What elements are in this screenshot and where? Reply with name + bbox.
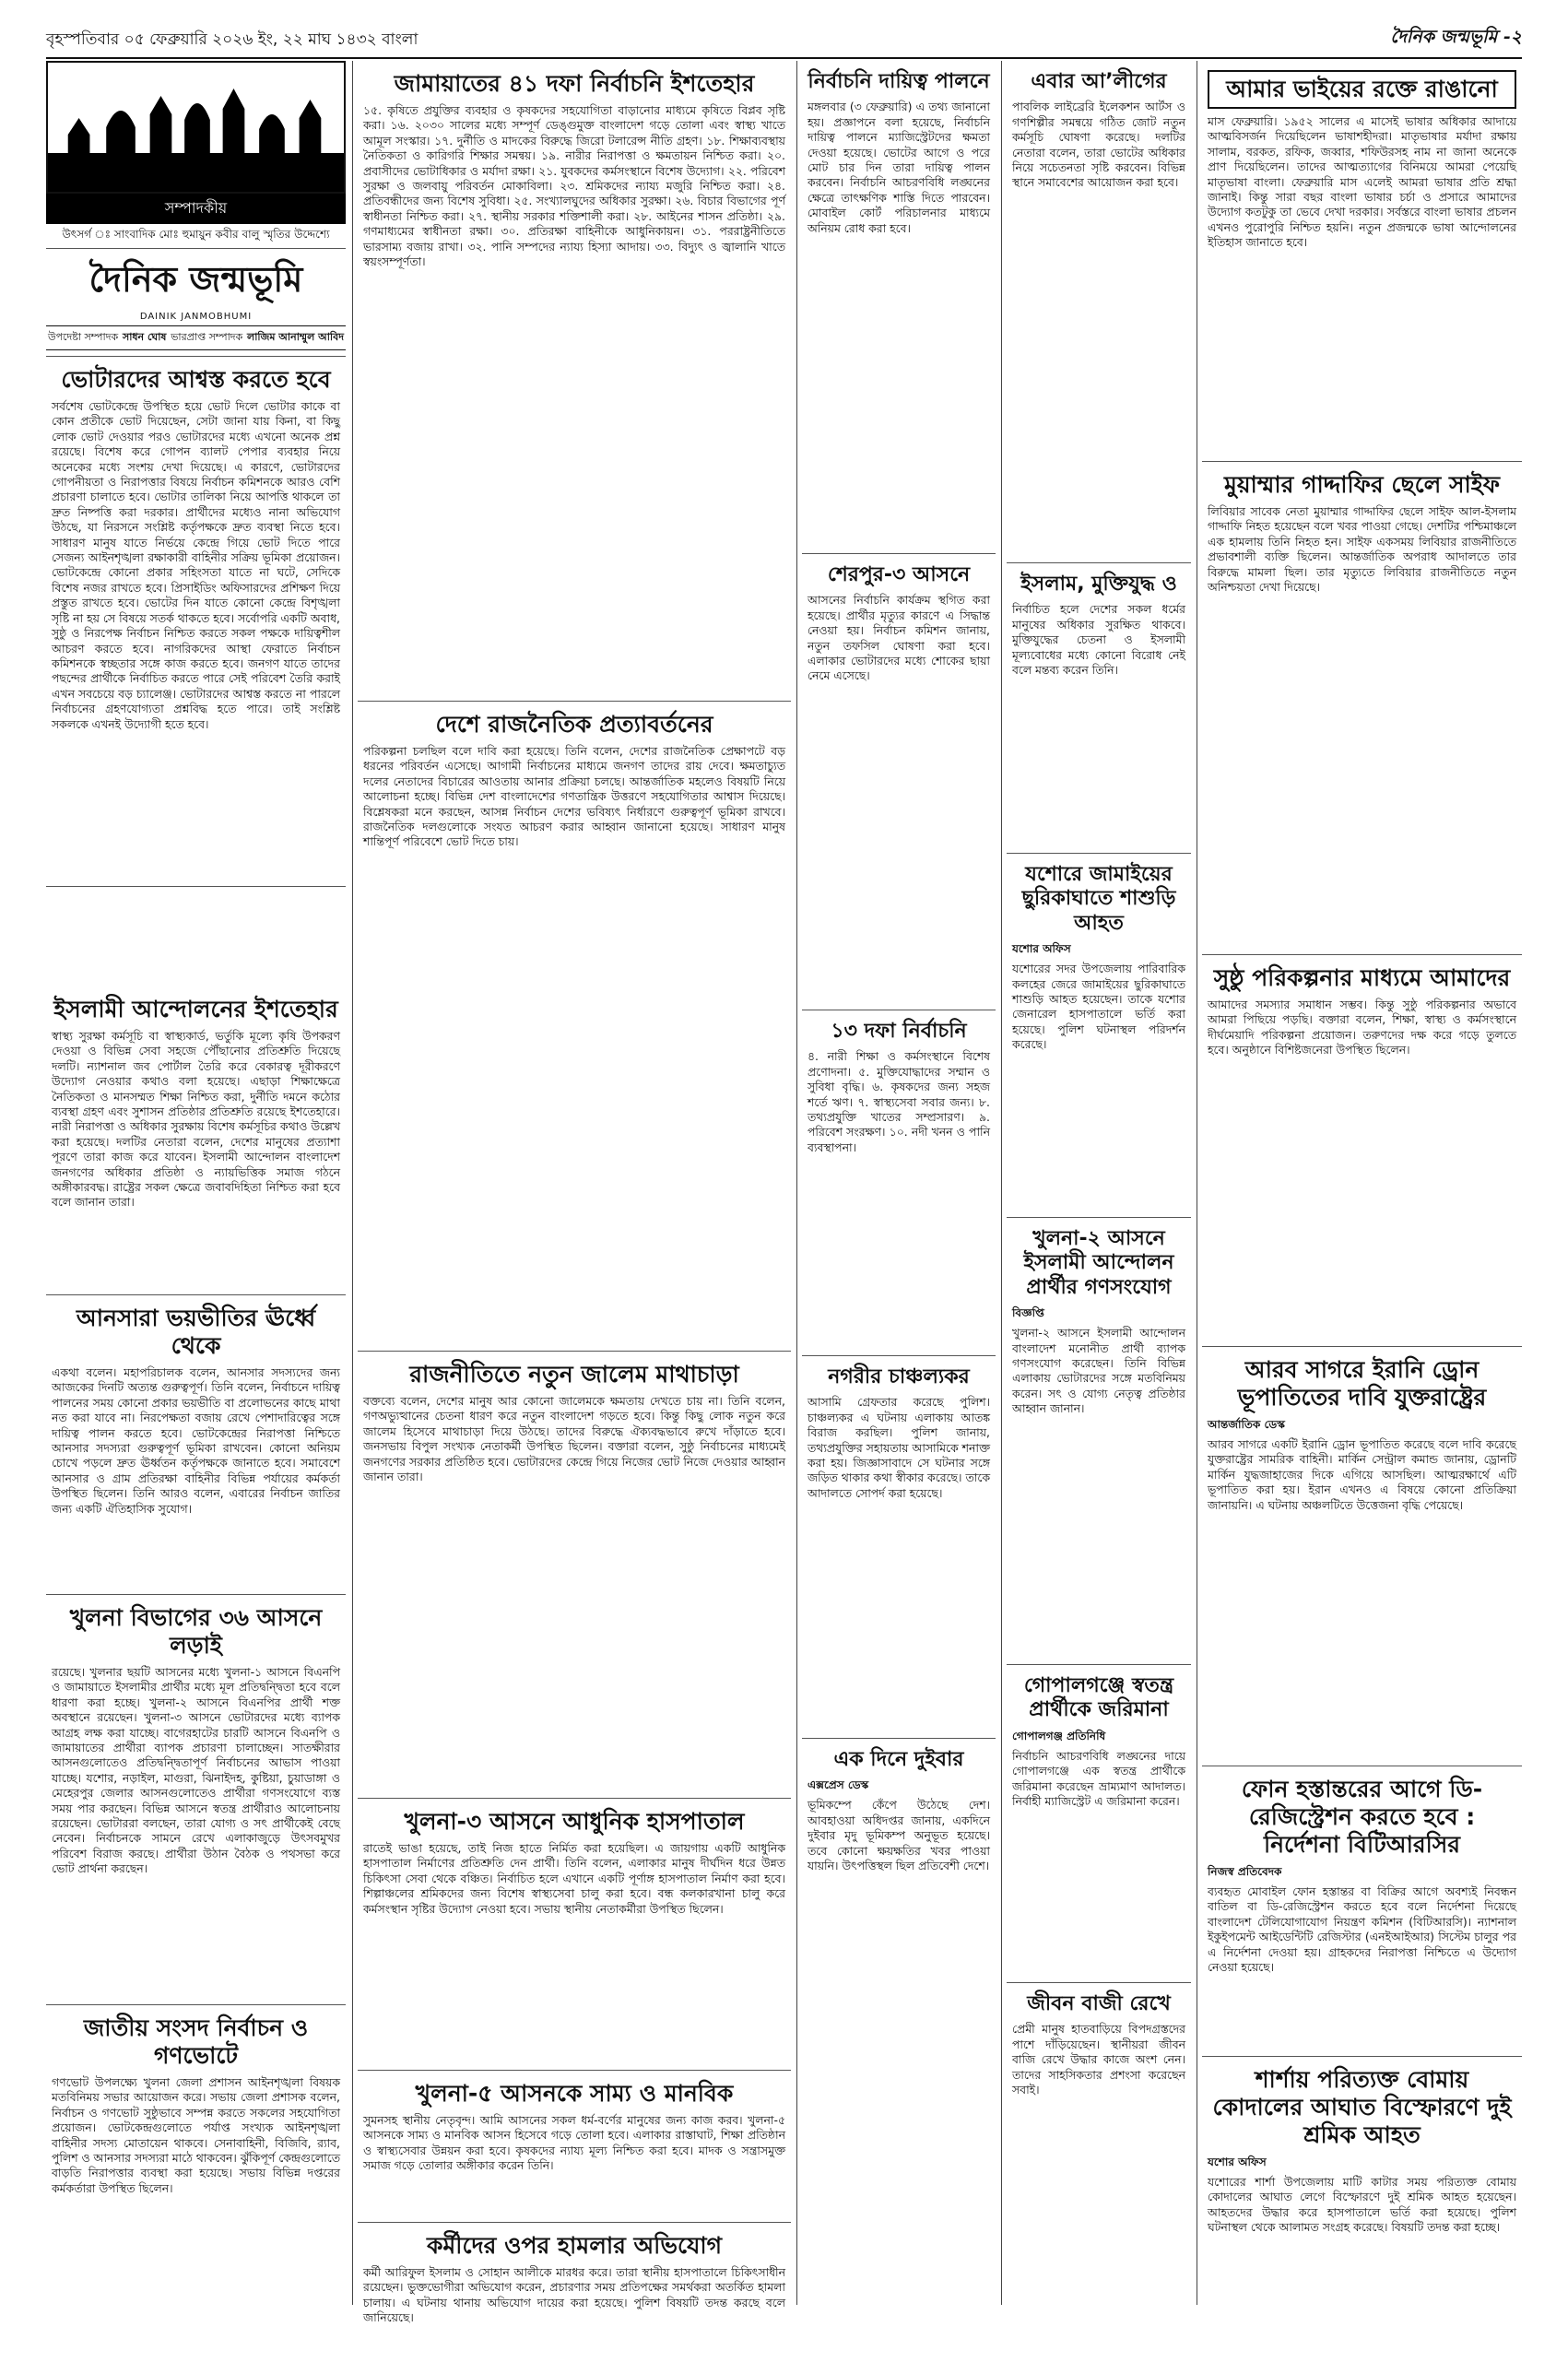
article [802, 554, 996, 1010]
article-byline: আন্তর্জাতিক ডেস্ক [1208, 1418, 1285, 1431]
article-headline: জামায়াতের ৪১ দফা নির্বাচনি ইশতেহার [394, 70, 755, 97]
article-body: গণভোট উপলক্ষ্যে খুলনা জেলা প্রশাসন আইনশৃঙ্খলা বিষয়ক মতবিনিময় সভার আয়োজন করে। সভায় জেলা প্রশাসক বলেন, নির্বাচন ও গণভোট সুষ্ঠুভাবে সম্পন্ন করতে সকলের সহযোগিতা প্রয়োজন। ভোটকেন্দ্রগুলোতে পর্যাপ্ত সংখ্যক আইনশৃঙ্খলা বাহিনীর সদস্য মোতায়েন থাকবে। সেনাবাহিনী, বিজিবি, র‍্যাব, পুলিশ ও আনসার সদস্যরা মাঠে থাকবেন। ঝুঁকিপূর্ণ কেন্দ্রগুলোতে বাড়তি নিরাপত্তার ব্যবস্থা করা হয়েছে। সভায় বিভিন্ন দপ্তরের কর্মকর্তারা উপস্থিত ছিলেন। [52, 2075, 340, 2195]
column-rule [352, 61, 353, 2305]
dateline: বৃহস্পতিবার ০৫ ফেব্রুয়ারি ২০২৬ ইং, ২২ মাঘ ১৪৩২ বাংলা [46, 30, 419, 49]
article-body: রাতেই ভাঙা হয়েছে, তাই নিজ হাতে নির্মিত করা হয়েছিল। এ জায়গায় একটি আধুনিক হাসপাতাল নির্মাণের প্রতিশ্রুতি দেন প্রার্থী। তিনি বলেন, এলাকার মানুষ দীর্ঘদিন ধরে উন্নত চিকিৎসা সেবা থেকে বঞ্চিত। নির্বাচিত হলে এখানে একটি পূর্ণাঙ্গ হাসপাতাল নির্মাণ করা হবে। শিল্পাঞ্চলের শ্রমিকদের জন্য বিশেষ স্বাস্থ্যসেবা চালু করা হবে। বন্ধ কলকারখানা চালু করে কর্মসংস্থান সৃষ্টির উদ্যোগ নেওয়া হবে। সভায় স্থানীয় নেতাকর্মীরা উপস্থিত ছিলেন। [363, 1841, 785, 1916]
article [358, 2223, 791, 2374]
article [802, 1739, 996, 2333]
article [1007, 1983, 1191, 2319]
article-byline: যশোর অফিস [1208, 2155, 1267, 2168]
article-body: আসনের নির্বাচনি কার্যক্রম স্থগিত করা হয়েছে। প্রার্থীর মৃত্যুর কারণে এ সিদ্ধান্ত নেওয়া হয়। নির্বাচন কমিশন জানায়, নতুন তফসিল ঘোষণা করা হবে। এলাকার ভোটারদের মধ্যে শোকের ছায়া নেমে এসেছে। [808, 593, 990, 683]
article [46, 1595, 346, 2005]
credit-editor: লাজিম আনাম্মুল আবিদ [247, 331, 344, 343]
article-headline: রাজনীতিতে নতুন জালেম মাথাচাড়া [409, 1361, 739, 1388]
article-byline: বিজ্ঞপ্তি [1012, 1306, 1044, 1320]
article [46, 986, 346, 1295]
article [802, 1010, 996, 1356]
editorial-masthead [46, 61, 346, 357]
article-headline: ভোটারদের আশ্বস্ত করতে হবে [61, 366, 331, 393]
paper-name-en: DAINIK JANMOBHUMI [139, 312, 253, 322]
article [1202, 462, 1522, 955]
skyline-illustration [46, 61, 346, 194]
article-byline: এক্সপ্রেস ডেস্ক [808, 1778, 869, 1792]
article [358, 2071, 791, 2223]
article-headline: কর্মীদের ওপর হামলার অভিযোগ [426, 2232, 723, 2259]
column-4 [1007, 61, 1191, 2305]
article-body: সর্বশেষ ভোটকেন্দ্রে উপস্থিত হয়ে ভোট দিলে ভোটার কাকে বা কোন প্রতীকে ভোট দিয়েছেন, সেটা জানা যায় কিনা, বা কিছু লোক ভোট দেওয়ার পরও ভোটারদের মধ্যে এখনো অনেক প্রশ্ন রয়েছে। বিশেষ করে গোপন ব্যালট পেপার ব্যবহার নিয়ে অনেকের মধ্যে সংশয় দেখা দিয়েছে। এ কারণে, ভোটারদের গোপনীয়তা ও নিরাপত্তার বিষয়ে নির্বাচন কমিশনকে আরও বেশি প্রচারণা চালাতে হবে। ভোটার তালিকা নিয়ে আপত্তি থাকলে তা দ্রুত নিষ্পত্তি করা দরকার। প্রার্থীদের মধ্যেও নানা অভিযোগ উঠছে, যা নিরসনে সংশ্লিষ্ট কর্তৃপক্ষকে দ্রুত ব্যবস্থা নিতে হবে। সাধারণ মানুষ যাতে নির্ভয়ে কেন্দ্রে গিয়ে ভোট দিতে পারে সেজন্য আইনশৃঙ্খলা রক্ষাকারী বাহিনীর সক্রিয় ভূমিকা প্রয়োজন। ভোটকেন্দ্রে কোনো প্রকার সহিংসতা যাতে না ঘটে, সেদিকে বিশেষ নজর রাখতে হবে। প্রিসাইডিং অফিসারদের প্রশিক্ষণ দিয়ে প্রস্তুত রাখতে হবে। ভোটের দিন যাতে কোনো কেন্দ্রে বিশৃঙ্খলা সৃষ্টি না হয় সে বিষয়ে সতর্ক থাকতে হবে। সর্বোপরি একটি অবাধ, সুষ্ঠু ও নিরপেক্ষ নির্বাচন নিশ্চিত করতে সকল পক্ষকে দায়িত্বশীল আচরণ করতে হবে। নাগরিকদের আস্থা ফেরাতে নির্বাচন কমিশনকে স্বচ্ছতার সঙ্গে কাজ করতে হবে। জনগণ যাতে তাদের পছন্দের প্রার্থীকে নির্বাচিত করতে পারে সেই পরিবেশ তৈরি করাই এখন সবচেয়ে বড় চ্যালেঞ্জ। ভোটারদের আশ্বস্ত করতে না পারলে নির্বাচনের গ্রহণযোগ্যতা প্রশ্নবিদ্ধ হতে পারে। তাই সংশ্লিষ্ট সকলকে এখনই উদ্যোগী হতে হবে। [52, 399, 340, 731]
article-body: পাবলিক লাইব্রেরি ইলেকশন আর্টস ও গণশিল্পীর সমন্বয়ে গঠিত জোট নতুন কর্মসূচি ঘোষণা করেছে। দলটির নেতারা বলেন, তারা ভোটের অধিকার নিয়ে সচেতনতা সৃষ্টি করবেন। বিভিন্ন স্থানে সমাবেশের আয়োজন করা হবে। [1012, 100, 1185, 190]
article-headline: মুয়াম্মার গাদ্দাফির ছেলে সাইফ [1223, 471, 1501, 498]
article [1202, 955, 1522, 1347]
article-headline: আনসারা ভয়ভীতির ঊর্ধ্বে থেকে [76, 1305, 316, 1359]
article [1007, 563, 1191, 854]
article [802, 1356, 996, 1739]
article [46, 357, 346, 887]
article-body: আমাদের সমস্যার সমাধান সম্ভব। কিন্তু সুষ্ঠু পরিকল্পনার অভাবে আমরা পিছিয়ে পড়ছি। বক্তারা বলেন, শিক্ষা, স্বাস্থ্য ও কর্মসংস্থানে দীর্ঘমেয়াদি পরিকল্পনা প্রয়োজন। তরুণদের দক্ষ করে গড়ে তুলতে হবে। অনুষ্ঠানে বিশিষ্টজনেরা উপস্থিত ছিলেন। [1208, 998, 1516, 1057]
column-rule [796, 61, 797, 2305]
article-headline: নির্বাচনি দায়িত্ব পালনে [808, 70, 990, 93]
editorial-subtitle: উৎসর্গ ঃ সাংবাদিক মোঃ হুমায়ুন কবীর বালু স্মৃতির উদ্দেশ্যে [46, 224, 346, 249]
article-headline: খুলনা বিভাগের ৩৬ আসনে লড়াই [69, 1604, 323, 1659]
column-3 [802, 61, 996, 2305]
article-headline: এক দিনে দুইবার [833, 1748, 964, 1771]
paper-name: দৈনিক জন্মভূমি [88, 258, 303, 300]
credit-label-advisor: উপদেষ্টা সম্পাদক [48, 331, 119, 343]
article-body: প্রেমী মানুষ হাতবাড়িয়ে বিপদগ্রস্তদের পাশে দাঁড়িয়েছেন। স্থানীয়রা জীবন বাজি রেখে উদ্ধার কাজে অংশ নেন। তাদের সাহসিকতার প্রশংসা করেছেন সবাই। [1012, 2022, 1185, 2097]
editorial-label: সম্পাদকীয় [46, 194, 346, 224]
article-headline: ১৩ দফা নির্বাচনি [831, 1020, 967, 1043]
article [1202, 61, 1522, 462]
article-headline: খুলনা-৩ আসনে আধুনিক হাসপাতাল [404, 1808, 745, 1835]
article-headline: ফোন হস্তান্তরের আগে ডি-রেজিস্ট্রেশন করতে হবে : নির্দেশনা বিটিআরসির [1241, 1776, 1483, 1858]
article-headline: খুলনা-২ আসনে ইসলামী আন্দোলন প্রার্থীর গণসংযোগ [1023, 1227, 1174, 1299]
article-body: নির্বাচিত হলে দেশের সকল ধর্মের মানুষের অধিকার সুরক্ষিত থাকবে। মুক্তিযুদ্ধের চেতনা ও ইসলামী মূল্যবোধের মধ্যে কোনো বিরোধ নেই বলে মন্তব্য করেন তিনি। [1012, 602, 1185, 678]
page-header [46, 26, 1522, 59]
article [358, 1352, 791, 1799]
article-headline: গোপালগঞ্জে স্বতন্ত্র প্রার্থীকে জরিমানা [1023, 1674, 1174, 1722]
article-byline: গোপালগঞ্জ প্রতিনিধি [1012, 1729, 1106, 1742]
article-body: ভূমিকম্পে কেঁপে উঠেছে দেশ। আবহাওয়া অধিদপ্তর জানায়, একদিনে দুইবার মৃদু ভূমিকম্প অনুভূত হয়েছে। তবে কোনো ক্ষয়ক্ষতির খবর পাওয়া যায়নি। উৎপত্তিস্থল ছিল প্রতিবেশী দেশে। [808, 1798, 990, 1873]
article-body: স্বাস্থ্য সুরক্ষা কর্মসূচি বা স্বাস্থ্যকার্ড, ভর্তুকি মূল্যে কৃষি উপকরণ দেওয়া ও বিভিন্ন সেবা সহজে পৌঁছানোর প্রতিশ্রুতি দিয়েছে দলটি। ন্যাশনাল জব পোর্টাল তৈরি করে বেকারত্ব দূরীকরণে উদ্যোগ নেওয়ার কথাও বলা হয়েছে। এছাড়া শিক্ষাক্ষেত্রে নৈতিকতা ও মানসম্মত শিক্ষা নিশ্চিত করা, দুর্নীতি দমনে কঠোর ব্যবস্থা গ্রহণ এবং সুশাসন প্রতিষ্ঠার প্রতিশ্রুতি রয়েছে ইশতেহারে। নারী নিরাপত্তা ও অধিকার সুরক্ষায় বিশেষ কর্মসূচির কথাও উল্লেখ করা হয়েছে। দলটির নেতারা বলেন, দেশের মানুষের প্রত্যাশা পূরণে তারা কাজ করে যাবেন। ইসলামী আন্দোলন বাংলাদেশ জনগণের অধিকার প্রতিষ্ঠা ও ন্যায়ভিত্তিক সমাজ গঠনে অঙ্গীকারবদ্ধ। রাষ্ট্রের সকল ক্ষেত্রে জবাবদিহিতা নিশ্চিত করা হবে বলে জানান তারা। [52, 1029, 340, 1210]
article [1202, 1766, 1522, 2057]
article-body: খুলনা-২ আসনে ইসলামী আন্দোলন বাংলাদেশ মনোনীত প্রার্থী ব্যাপক গণসংযোগ করেছেন। তিনি বিভিন্ন এলাকায় ভোটারদের সঙ্গে মতবিনিময় করেন। সৎ ও যোগ্য নেতৃত্ব প্রতিষ্ঠার আহ্বান জানান। [1012, 1326, 1185, 1416]
article-headline: আমার ভাইয়ের রক্তে রাঙানো [1208, 70, 1516, 109]
article-headline: যশোরে জামাইয়ের ছুরিকাঘাতে শাশুড়ি আহত [1021, 863, 1176, 935]
article [1007, 854, 1191, 1218]
article [802, 61, 996, 554]
editorial-credits [46, 325, 346, 350]
column-5 [1202, 61, 1522, 2305]
article-body: রয়েছে। খুলনার ছয়টি আসনের মধ্যে খুলনা-১ আসনে বিএনপি ও জামায়াতে ইসলামীর প্রার্থীর মধ্যে মূল প্রতিদ্বন্দ্বিতা হবে বলে ধারণা করা হচ্ছে। খুলনা-২ আসনে বিএনপির প্রার্থী শক্ত অবস্থানে রয়েছেন। খুলনা-৩ আসনে ভোটারদের মধ্যে ব্যাপক আগ্রহ লক্ষ করা যাচ্ছে। বাগেরহাটের চারটি আসনে বিএনপি ও জামায়াতের প্রার্থীরা ব্যাপক প্রচারণা চালাচ্ছেন। সাতক্ষীরার আসনগুলোতেও প্রতিদ্বন্দ্বিতাপূর্ণ নির্বাচনের আভাস পাওয়া যাচ্ছে। যশোর, নড়াইল, মাগুরা, ঝিনাইদহ, কুষ্টিয়া, চুয়াডাঙ্গা ও মেহেরপুর জেলার আসনগুলোতেও প্রার্থীরা গণসংযোগে ব্যস্ত সময় পার করছেন। বিভিন্ন আসনে স্বতন্ত্র প্রার্থীরাও আলোচনায় রয়েছেন। ভোটাররা বলছেন, তারা যোগ্য ও সৎ প্রার্থীকেই বেছে নেবেন। নির্বাচনকে সামনে রেখে এলাকাজুড়ে উৎসবমুখর পরিবেশ বিরাজ করছে। প্রার্থীরা উঠান বৈঠক ও পথসভা করে ভোট প্রার্থনা করছেন। [52, 1665, 340, 1876]
article-headline: খুলনা-৫ আসনকে সাম্য ও মানবিক [415, 2080, 734, 2107]
article-headline: জীবন বাজী রেখে [1027, 1992, 1171, 2015]
article-headline: শেরপুর-৩ আসনে [827, 563, 971, 586]
article-body: মাস ফেব্রুয়ারি। ১৯৫২ সালের এ মাসেই ভাষার অধিকার আদায়ে আত্মবিসর্জন দিয়েছিলেন ভাষাশহীদরা। মাতৃভাষার মর্যাদা রক্ষায় সালাম, বরকত, রফিক, জব্বার, শফিউরসহ নাম না জানা অনেকে প্রাণ দিয়েছিলেন। তাদের আত্মত্যাগের বিনিময়ে আমরা পেয়েছি মাতৃভাষা বাংলা। ফেব্রুয়ারি মাস এলেই আমরা ভাষার প্রতি শ্রদ্ধা জানাই। কিন্তু সারা বছর বাংলা ভাষার চর্চা ও প্রসারে আমাদের উদ্যোগ কতটুকু তা ভেবে দেখা দরকার। সর্বস্তরে বাংলা ভাষার প্রচলন এখনও পুরোপুরি নিশ্চিত হয়নি। নতুন প্রজন্মকে ভাষা আন্দোলনের ইতিহাস জানাতে হবে। [1208, 114, 1516, 250]
article-headline: ইসলাম, মুক্তিযুদ্ধ ও [1020, 573, 1177, 596]
article [46, 2005, 346, 2322]
article [358, 1799, 791, 2071]
article-body: নির্বাচনি আচরণবিধি লঙ্ঘনের দায়ে গোপালগঞ্জে এক স্বতন্ত্র প্রার্থীকে জরিমানা করেছেন ভ্রাম্যমাণ আদালত। নির্বাহী ম্যাজিস্ট্রেট এ জরিমানা করেন। [1012, 1748, 1185, 1808]
article [358, 702, 791, 1352]
article-body: যশোরের শার্শা উপজেলায় মাটি কাটার সময় পরিত্যক্ত বোমায় কোদালের আঘাত লেগে বিস্ফোরণে দুই শ্রমিক আহত হয়েছেন। আহতদের উদ্ধার করে হাসপাতালে ভর্তি করা হয়েছে। পুলিশ ঘটনাস্থল থেকে আলামত সংগ্রহ করেছে। বিষয়টি তদন্ত করা হচ্ছে। [1208, 2175, 1516, 2235]
article-body: বক্তব্যে বলেন, দেশের মানুষ আর কোনো জালেমকে ক্ষমতায় দেখতে চায় না। তিনি বলেন, গণঅভ্যুত্থানের চেতনা ধারণ করে নতুন বাংলাদেশ গড়তে হবে। কিন্তু কিছু লোক নতুন করে জালেম হিসেবে মাথাচাড়া দিয়ে উঠছে। তাদের বিরুদ্ধে ঐক্যবদ্ধভাবে রুখে দাঁড়াতে হবে। জনসভায় বিপুল সংখ্যক নেতাকর্মী উপস্থিত ছিলেন। বক্তারা বলেন, সুষ্ঠু নির্বাচনের মাধ্যমেই জনগণের সরকার প্রতিষ্ঠিত হবে। ভোটারদের কেন্দ্রে গিয়ে নিজের ভোট নিজে দেওয়ার আহ্বান জানান তারা। [363, 1394, 785, 1484]
column-2 [358, 61, 791, 2325]
article [1007, 1218, 1191, 1665]
article-body: একথা বলেন। মহাপরিচালক বলেন, আনসার সদস্যদের জন্য আজকের দিনটি অত্যন্ত গুরুত্বপূর্ণ। তিনি বলেন, নির্বাচনে দায়িত্ব পালনের সময় কোনো প্রকার ভয়ভীতি বা প্রলোভনের কাছে মাথা নত করা যাবে না। নিরপেক্ষতা বজায় রেখে পেশাদারিত্বের সঙ্গে দায়িত্ব পালন করতে হবে। ভোটকেন্দ্রের নিরাপত্তা নিশ্চিতে আনসার সদস্যরা গুরুত্বপূর্ণ ভূমিকা রাখবেন। কোনো অনিয়ম চোখে পড়লে দ্রুত ঊর্ধ্বতন কর্তৃপক্ষকে জানাতে হবে। সমাবেশে আনসার ও গ্রাম প্রতিরক্ষা বাহিনীর বিভিন্ন পর্যায়ের কর্মকর্তা উপস্থিত ছিলেন। তিনি আরও বলেন, এবারের নির্বাচন জাতির জন্য একটি ঐতিহাসিক সুযোগ। [52, 1365, 340, 1516]
article [1202, 2057, 1522, 2346]
column-rule [1001, 61, 1002, 2305]
article-body: কর্মী আরিফুল ইসলাম ও সোহান আলীকে মারধর করে। তারা স্থানীয় হাসপাতালে চিকিৎসাধীন রয়েছেন। ভুক্তভোগীরা অভিযোগ করেন, প্রচারণার সময় প্রতিপক্ষের সমর্থকরা অতর্কিত হামলা চালায়। এ ঘটনায় থানায় অভিযোগ দায়ের করা হয়েছে। পুলিশ বিষয়টি তদন্ত করছে বলে জানিয়েছে। [363, 2265, 785, 2325]
article-byline: যশোর অফিস [1012, 942, 1071, 956]
article-body: যশোরের সদর উপজেলায় পারিবারিক কলহের জেরে জামাইয়ের ছুরিকাঘাতে শাশুড়ি আহত হয়েছেন। তাকে যশোর জেনারেল হাসপাতালে ভর্তি করা হয়েছে। পুলিশ ঘটনাস্থল পরিদর্শন করেছে। [1012, 962, 1185, 1052]
article-body: ১৫. কৃষিতে প্রযুক্তির ব্যবহার ও কৃষকদের সহযোগিতা বাড়ানোর মাধ্যমে কৃষিতে বিপ্লব সৃষ্টি করা। ১৬. ২০৩০ সালের মধ্যে সম্পূর্ণ ডেঙ্গুমুক্ত বাংলাদেশ গড়ে তোলা এবং স্বাস্থ্য খাতে আমূল সংস্কার। ১৭. দুর্নীতি ও মাদকের বিরুদ্ধে জিরো টলারেন্স নীতি গ্রহণ। ১৮. শিক্ষাব্যবস্থায় নৈতিকতা ও কারিগরি শিক্ষার সমন্বয়। ১৯. নারীর নিরাপত্তা ও ক্ষমতায়ন নিশ্চিত করা। ২০. প্রবাসীদের ভোটাধিকার ও মর্যাদা রক্ষা। ২১. যুবকদের কর্মসংস্থানে বিশেষ উদ্যোগ। ২২. পরিবেশ সুরক্ষা ও জলবায়ু পরিবর্তন মোকাবিলা। ২৩. শ্রমিকদের ন্যায্য মজুরি নিশ্চিত করা। ২৪. প্রতিবন্ধীদের জন্য বিশেষ সুবিধা। ২৫. সংখ্যালঘুদের অধিকার সুরক্ষা। ২৬. বিচার বিভাগের পূর্ণ স্বাধীনতা নিশ্চিত করা। ২৭. স্থানীয় সরকার শক্তিশালী করা। ২৮. আইনের শাসন প্রতিষ্ঠা। ২৯. গণমাধ্যমের স্বাধীনতা রক্ষা। ৩০. প্রতিরক্ষা বাহিনীকে আধুনিকায়ন। ৩১. পররাষ্ট্রনীতিতে ভারসাম্য বজায় রাখা। ৩২. পানি সম্পদের ন্যায্য হিস্যা আদায়। ৩৩. বিদ্যুৎ ও জ্বালানি খাতে স্বয়ংসম্পূর্ণতা। [363, 103, 785, 269]
article-headline: সুষ্ঠু পরিকল্পনার মাধ্যমে আমাদের [1213, 964, 1511, 991]
article-headline: নগরীর চাঞ্চল্যকর [828, 1365, 970, 1388]
article-byline: নিজস্ব প্রতিবেদক [1208, 1865, 1282, 1878]
article-headline: ইসলামী আন্দোলনের ইশতেহার [53, 996, 338, 1022]
article-headline: আরব সাগরে ইরানি ড্রোন ভূপাতিতের দাবি যুক্তরাষ্ট্রের [1237, 1356, 1487, 1411]
credit-label-editor: ভারপ্রাপ্ত সম্পাদক [171, 331, 243, 343]
credit-advisor: সাধন ঘোষ [122, 331, 167, 343]
article [1007, 1665, 1191, 1983]
article [358, 61, 791, 702]
article-body: লিবিয়ার সাবেক নেতা মুয়াম্মার গাদ্দাফির ছেলে সাইফ আল-ইসলাম গাদ্দাফি নিহত হয়েছেন বলে খবর পাওয়া গেছে। দেশটির পশ্চিমাঞ্চলে এক হামলায় তিনি নিহত হন। সাইফ একসময় লিবিয়ার রাজনীতিতে প্রভাবশালী ব্যক্তি ছিলেন। আন্তর্জাতিক অপরাধ আদালতে তার বিরুদ্ধে মামলা ছিল। তার মৃত্যুতে লিবিয়ার রাজনীতিতে নতুন অনিশ্চয়তা দেখা দিয়েছে। [1208, 504, 1516, 595]
page-brand: দৈনিক জন্মভূমি -২ [1390, 27, 1522, 47]
article-body: আরব সাগরে একটি ইরানি ড্রোন ভূপাতিত করেছে বলে দাবি করেছে যুক্তরাষ্ট্রের সামরিক বাহিনী। মার্কিন সেন্ট্রাল কমান্ড জানায়, ড্রোনটি মার্কিন যুদ্ধজাহাজের দিকে এগিয়ে আসছিল। আত্মরক্ষার্থে এটি ভূপাতিত করা হয়। ইরান এখনও এ বিষয়ে কোনো প্রতিক্রিয়া জানায়নি। এ ঘটনায় অঞ্চলটিতে উত্তেজনা বৃদ্ধি পেয়েছে। [1208, 1437, 1516, 1512]
article-body: ব্যবহৃত মোবাইল ফোন হস্তান্তর বা বিক্রির আগে অবশ্যই নিবন্ধন বাতিল বা ডি-রেজিস্ট্রেশন করতে হবে বলে নির্দেশনা দিয়েছে বাংলাদেশ টেলিযোগাযোগ নিয়ন্ত্রণ কমিশন (বিটিআরসি)। ন্যাশনাল ইকুইপমেন্ট আইডেন্টিটি রেজিস্টার (এনইআইআর) সিস্টেম চালুর পর এ নির্দেশনা দেওয়া হয়। গ্রাহকদের নিরাপত্তা নিশ্চিতে এ উদ্যোগ নেওয়া হয়েছে। [1208, 1884, 1516, 1975]
article-body: ৪. নারী শিক্ষা ও কর্মসংস্থানে বিশেষ প্রণোদনা। ৫. মুক্তিযোদ্ধাদের সম্মান ও সুবিধা বৃদ্ধি। ৬. কৃষকদের জন্য সহজ শর্তে ঋণ। ৭. স্বাস্থ্যসেবা সবার জন্য। ৮. তথ্যপ্রযুক্তি খাতের সম্প্রসারণ। ৯. পরিবেশ সংরক্ষণ। ১০. নদী খনন ও পানি ব্যবস্থাপনা। [808, 1049, 990, 1154]
article-body: আসামি গ্রেফতার করেছে পুলিশ। চাঞ্চল্যকর এ ঘটনায় এলাকায় আতঙ্ক বিরাজ করছিল। পুলিশ জানায়, তথ্যপ্রযুক্তির সহায়তায় আসামিকে শনাক্ত করা হয়। জিজ্ঞাসাবাদে সে ঘটনার সঙ্গে জড়িত থাকার কথা স্বীকার করেছে। তাকে আদালতে সোপর্দ করা হয়েছে। [808, 1395, 990, 1500]
article-body: পরিকল্পনা চলছিল বলে দাবি করা হয়েছে। তিনি বলেন, দেশের রাজনৈতিক প্রেক্ষাপটে বড় ধরনের পরিবর্তন এসেছে। আগামী নির্বাচনের মাধ্যমে জনগণ তাদের রায় দেবে। ক্ষমতাচ্যুত দলের নেতাদের বিচারের আওতায় আনার প্রক্রিয়া চলছে। আন্তর্জাতিক মহলেও বিষয়টি নিয়ে আলোচনা হচ্ছে। বিভিন্ন দেশ বাংলাদেশের গণতান্ত্রিক উত্তরণে সহযোগিতার আশ্বাস দিয়েছে। বিশ্লেষকরা মনে করছেন, আসন্ন নির্বাচন দেশের ভবিষ্যৎ নির্ধারণে গুরুত্বপূর্ণ ভূমিকা রাখবে। রাজনৈতিক দলগুলোকে সংযত আচরণ করার আহ্বান জানানো হয়েছে। সাধারণ মানুষ শান্তিপূর্ণ পরিবেশে ভোট দিতে চায়। [363, 744, 785, 849]
article-headline: জাতীয় সংসদ নির্বাচন ও গণভোটে [83, 2014, 309, 2069]
article-headline: দেশে রাজনৈতিক প্রত্যাবর্তনের [435, 711, 713, 738]
article-body: সুমনসহ স্থানীয় নেতৃবৃন্দ। আমি আসনের সকল ধর্ম-বর্ণের মানুষের জন্য কাজ করব। খুলনা-৫ আসনকে সাম্য ও মানবিক আসন হিসেবে গড়ে তোলা হবে। এলাকার রাস্তাঘাট, শিক্ষা প্রতিষ্ঠান ও স্বাস্থ্যসেবার উন্নয়ন করা হবে। কৃষকদের ন্যায্য মূল্য নিশ্চিত করা হবে। মাদক ও সন্ত্রাসমুক্ত সমাজ গড়ে তোলার অঙ্গীকার করেন তিনি। [363, 2113, 785, 2173]
article [46, 1295, 346, 1595]
column-1-lower [46, 986, 346, 2305]
article-headline: শার্শায় পরিত্যক্ত বোমায় কোদালের আঘাত বিস্ফোরণে দুই শ্রমিক আহত [1212, 2066, 1512, 2148]
article [1202, 1347, 1522, 1766]
article-headline: এবার আ’লীগের [1031, 70, 1167, 93]
article [1007, 61, 1191, 563]
article-body: মঙ্গলবার (৩ ফেব্রুয়ারি) এ তথ্য জানানো হয়। প্রজ্ঞাপনে বলা হয়েছে, নির্বাচনি দায়িত্ব পালনে ম্যাজিস্ট্রেটদের ক্ষমতা দেওয়া হয়েছে। ভোটের আগে ও পরে মোট চার দিন তারা দায়িত্ব পালন করবেন। নির্বাচনি আচরণবিধি লঙ্ঘনের ক্ষেত্রে তাৎক্ষণিক শাস্তি দিতে পারবেন। মোবাইল কোর্ট পরিচালনার মাধ্যমে অনিয়ম রোধ করা হবে। [808, 100, 990, 235]
